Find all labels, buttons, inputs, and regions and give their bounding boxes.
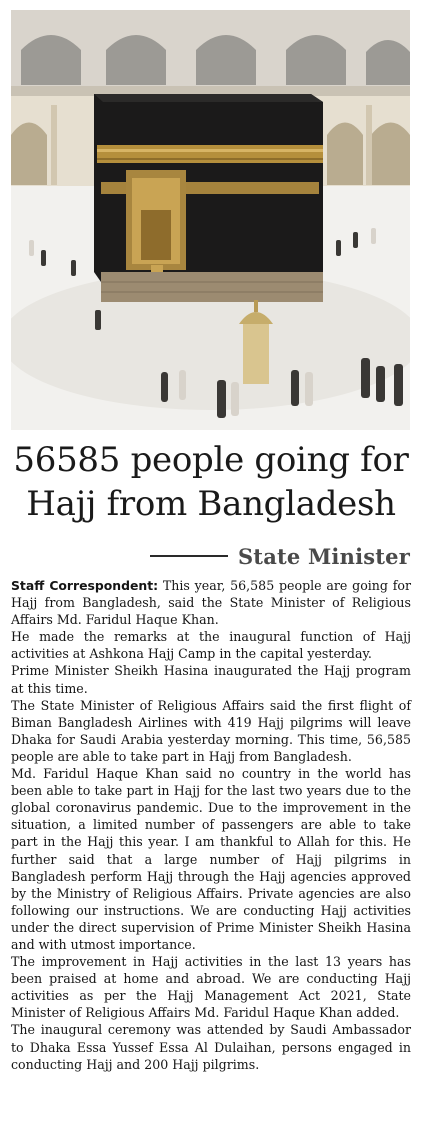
paragraph-1 [11, 577, 411, 628]
byline-rule [150, 555, 228, 557]
article-body [11, 577, 411, 1073]
paragraph-3: Prime Minister Sheikh Hasina inaugurated the Hajj program at this time. [11, 663, 411, 696]
byline: State Minister [237, 543, 410, 569]
paragraph-1-text: This year, 56,585 people are going for Hajj from Bangladesh, said the State Minister of Religious Affairs Md. Faridul Haque Khan. [11, 578, 412, 628]
byline-row [11, 541, 410, 571]
paragraph-4: The State Minister of Religious Affairs said the first flight of Biman Bangladesh Airlines with 419 Hajj pilgrims will leave Dhaka for Saudi Arabia yesterday morning. This time, 56,585 people are able to take part in Hajj from Bangladesh. [11, 697, 411, 764]
headline-line-1: 56585 people going for [13, 440, 409, 480]
lead-label: Staff Correspondent: [11, 578, 159, 593]
paragraph-5: Md. Faridul Haque Khan said no country in the world has been able to take part in Hajj for the last two years due to the global coronavirus pandemic. Due to the improvement in the situation, a limited number of passengers are able to take part in the Hajj this year. I am thankful to Allah for this. He further said that a large number of Hajj pilgrims in Bangladesh perform Hajj through the Hajj agencies approved by the Ministry of Religious Affairs. Private agencies are also following our instructions. We are conducting Hajj activities under the direct supervision of Prime Minister Sheikh Hasina and with utmost importance. [11, 766, 411, 952]
headline [11, 438, 411, 526]
kaaba-photo [11, 10, 410, 430]
headline-line-2: Hajj from Bangladesh [26, 484, 396, 524]
paragraph-7: The inaugural ceremony was attended by Saudi Ambassador to Dhaka Essa Yussef Essa Al Dulaihan, persons engaged in conducting Hajj and 200 Hajj pilgrims. [11, 1022, 411, 1072]
paragraph-6: The improvement in Hajj activities in the last 13 years has been praised at home and abroad. We are conducting Hajj activities as per the Hajj Management Act 2021, State Minister of Religious Affairs Md. Faridul Haque Khan added. [11, 954, 411, 1021]
paragraph-2: He made the remarks at the inaugural function of Hajj activities at Ashkona Hajj Camp in the capital yesterday. [11, 629, 411, 662]
